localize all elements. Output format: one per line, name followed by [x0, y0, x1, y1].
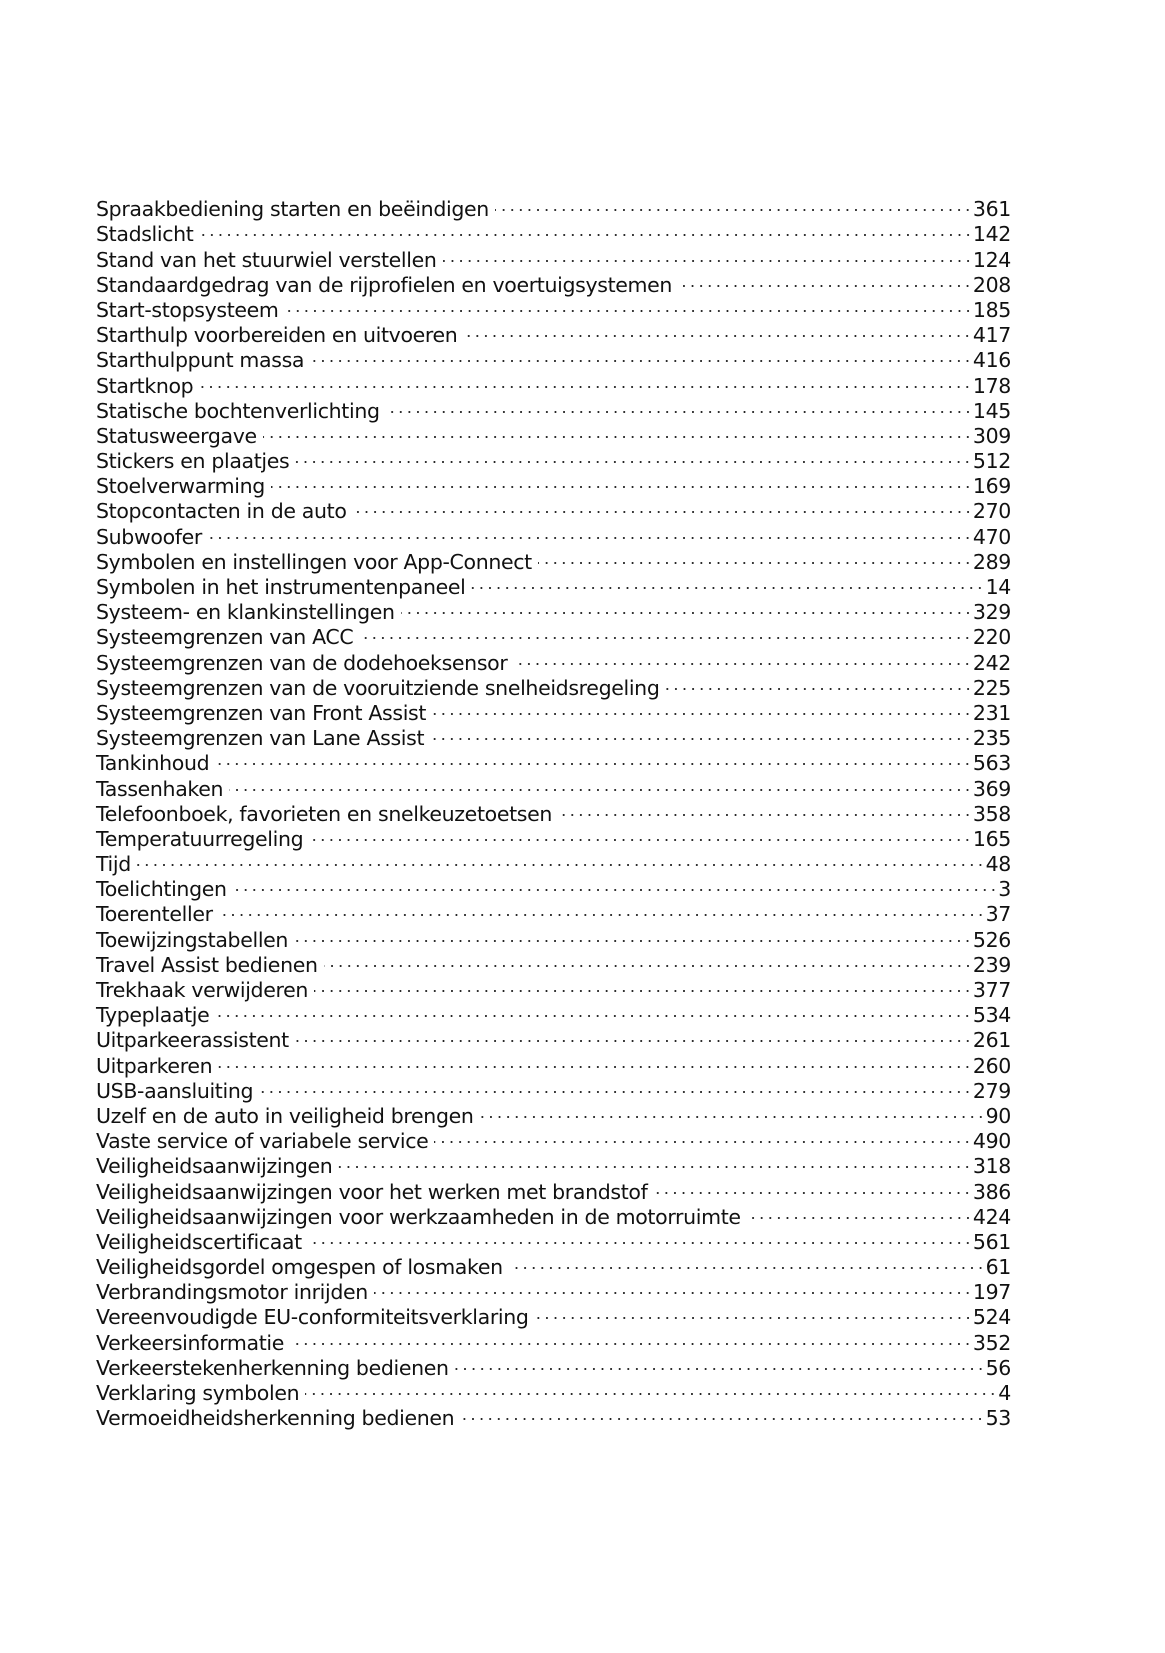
- index-term: Starthulppunt massa: [96, 348, 305, 373]
- dot-leader: [678, 267, 972, 292]
- dot-leader: [137, 846, 985, 871]
- index-page-number: 563: [972, 751, 1011, 776]
- dot-leader: [305, 1375, 997, 1400]
- index-page-number: 417: [972, 323, 1011, 348]
- index-page-number: 361: [972, 197, 1011, 222]
- index-term: Stickers en plaatjes: [96, 449, 290, 474]
- index-page-number: 309: [972, 423, 1011, 448]
- index-entry[interactable]: [96, 367, 1011, 398]
- index-page-number: 377: [972, 978, 1011, 1002]
- index-term: Stoelverwarming: [96, 474, 265, 499]
- index-term: Vermoeidheidsherkenning bedienen: [96, 1406, 455, 1431]
- index-term: USB-aansluiting: [96, 1078, 254, 1103]
- index-entry[interactable]: [96, 896, 1011, 927]
- index-term: Uitparkeerassistent: [96, 1028, 289, 1053]
- index-entry[interactable]: [96, 745, 1011, 776]
- index-term: Uitparkeren: [96, 1053, 213, 1078]
- dot-leader: [308, 1224, 972, 1249]
- index-term: Systeemgrenzen van Front Assist: [96, 700, 427, 725]
- index-entry[interactable]: [96, 191, 1011, 222]
- index-entry[interactable]: [96, 216, 1011, 247]
- dot-leader: [434, 1123, 971, 1148]
- dot-leader: [309, 821, 972, 846]
- index-term: Toewijzingstabellen: [96, 927, 289, 952]
- index-entry[interactable]: [96, 921, 1011, 952]
- index-term: Trekhaak verwijderen: [96, 978, 309, 1002]
- dot-leader: [219, 896, 985, 921]
- dot-leader: [455, 1350, 985, 1375]
- index-term: Temperatuurregeling: [96, 826, 304, 851]
- index-page-number: 352: [972, 1330, 1011, 1355]
- index-term: Veiligheidsaanwijzingen voor het werken met brandstof: [96, 1179, 648, 1204]
- index-entry[interactable]: [96, 241, 1011, 272]
- dot-leader: [294, 921, 972, 946]
- dot-leader: [295, 1022, 972, 1047]
- dot-leader: [535, 1299, 972, 1324]
- index-entry[interactable]: [96, 544, 1011, 574]
- index-term: Statische bochtenverlichting: [96, 398, 380, 423]
- index-term: Verbrandingsmotor inrijden: [96, 1280, 368, 1305]
- dot-leader: [538, 544, 972, 569]
- index-term: Symbolen in het instrumentenpaneel: [96, 575, 466, 599]
- dot-leader: [295, 443, 972, 468]
- dot-leader: [471, 569, 984, 594]
- index-page-number: 142: [972, 222, 1011, 247]
- index-page-number: 169: [972, 474, 1011, 499]
- dot-leader: [460, 1400, 984, 1425]
- index-page-number: 329: [972, 600, 1011, 625]
- index-page-number: 512: [972, 449, 1011, 474]
- index-entry[interactable]: [96, 770, 1011, 801]
- dot-leader: [199, 367, 972, 392]
- dot-leader: [218, 1047, 972, 1072]
- index-term: Veiligheidsaanwijzingen: [96, 1154, 333, 1179]
- index-term: Verkeerstekenherkenning bedienen: [96, 1355, 449, 1380]
- index-page-number: 369: [972, 776, 1011, 801]
- index-entry[interactable]: [96, 393, 1011, 423]
- index-list: [96, 191, 1011, 1431]
- index-page-number: 208: [972, 272, 1011, 297]
- dot-leader: [513, 644, 971, 669]
- index-term: Tassenhaken: [96, 776, 224, 801]
- index-term: Toelichtingen: [96, 877, 227, 902]
- index-page-number: 416: [972, 348, 1011, 373]
- dot-leader: [290, 1324, 972, 1349]
- index-entry[interactable]: [96, 846, 1011, 877]
- dot-leader: [386, 393, 972, 418]
- index-entry[interactable]: [96, 1022, 1011, 1053]
- dot-leader: [314, 972, 972, 997]
- index-term: Telefoonboek, favorieten en snelkeuzetoetsen: [96, 801, 553, 826]
- dot-leader: [200, 216, 972, 241]
- index-page-number: 279: [972, 1078, 1011, 1103]
- dot-leader: [558, 796, 972, 821]
- dot-leader: [653, 1173, 971, 1198]
- dot-leader: [338, 1148, 971, 1173]
- index-page-number: 37: [985, 902, 1011, 927]
- index-term: Stadslicht: [96, 222, 194, 247]
- index-page-number: 242: [972, 650, 1011, 675]
- index-term: Systeemgrenzen van de dodehoeksensor: [96, 650, 508, 675]
- index-entry[interactable]: [96, 871, 1011, 902]
- index-term: Veiligheidscertificaat: [96, 1229, 302, 1254]
- index-page-number: 90: [985, 1103, 1011, 1128]
- index-term: Travel Assist bedienen: [96, 952, 318, 977]
- index-page-number: 318: [972, 1154, 1011, 1179]
- index-entry[interactable]: [96, 997, 1011, 1028]
- index-page-number: 197: [972, 1280, 1011, 1305]
- dot-leader: [359, 619, 972, 644]
- index-term: Starthulp voorbereiden en uitvoeren: [96, 323, 458, 348]
- dot-leader: [401, 594, 972, 619]
- index-term: Systeemgrenzen van de vooruitziende snelheidsregeling: [96, 675, 660, 700]
- index-term: Startknop: [96, 373, 194, 398]
- dot-leader: [233, 871, 998, 896]
- dot-leader: [495, 191, 972, 216]
- index-term: Veiligheidsgordel omgespen of losmaken: [96, 1255, 503, 1280]
- index-term: Uzelf en de auto in veiligheid brengen: [96, 1103, 474, 1128]
- index-entry[interactable]: [96, 518, 1011, 549]
- index-page-number: 358: [972, 801, 1011, 826]
- index-term: Toerenteller: [96, 902, 213, 927]
- index-page-number: 225: [972, 675, 1011, 700]
- index-term: Stand van het stuurwiel verstellen: [96, 247, 437, 272]
- dot-leader: [324, 947, 972, 972]
- dot-leader: [509, 1249, 985, 1274]
- dot-leader: [259, 1073, 972, 1098]
- index-page-number: 235: [972, 726, 1011, 751]
- index-page-number: 178: [972, 373, 1011, 398]
- index-term: Verkeersinformatie: [96, 1330, 285, 1355]
- index-term: Standaardgedrag van de rijprofielen en voertuigsystemen: [96, 272, 673, 297]
- index-page-number: 470: [972, 524, 1011, 549]
- dot-leader: [443, 241, 972, 266]
- index-page-number: 490: [972, 1129, 1011, 1154]
- dot-leader: [229, 770, 972, 795]
- dot-leader: [215, 745, 972, 770]
- index-page-number: 261: [972, 1028, 1011, 1053]
- index-page-number: 231: [972, 700, 1011, 725]
- index-page-number: 14: [985, 575, 1011, 599]
- index-entry[interactable]: [96, 796, 1011, 826]
- index-term: Systeemgrenzen van ACC: [96, 625, 354, 650]
- dot-leader: [208, 518, 972, 543]
- index-term: Subwoofer: [96, 524, 202, 549]
- index-term: Typeplaatje: [96, 1003, 210, 1028]
- index-term: Verklaring symbolen: [96, 1381, 300, 1405]
- index-page-number: 424: [972, 1204, 1011, 1229]
- index-term: Systeemgrenzen van Lane Assist: [96, 726, 425, 751]
- index-term: Tijd: [96, 852, 131, 877]
- dot-leader: [747, 1199, 972, 1224]
- index-page-number: 524: [972, 1305, 1011, 1330]
- dot-leader: [263, 418, 972, 443]
- index-entry[interactable]: [96, 1073, 1011, 1103]
- dot-leader: [666, 670, 972, 695]
- index-term: Vereenvoudigde EU-conformiteitsverklaring: [96, 1305, 529, 1330]
- dot-leader: [430, 720, 972, 745]
- index-page-number: 386: [972, 1179, 1011, 1204]
- dot-leader: [285, 292, 972, 317]
- index-page-number: 185: [972, 297, 1011, 322]
- index-term: Tankinhoud: [96, 751, 210, 776]
- index-page-number: 289: [972, 549, 1011, 574]
- index-page-number: 270: [972, 499, 1011, 524]
- index-term: Veiligheidsaanwijzingen voor werkzaamheden in de motorruimte: [96, 1204, 741, 1229]
- index-page-number: 561: [972, 1229, 1011, 1254]
- index-page-number: 534: [972, 1003, 1011, 1028]
- index-entry[interactable]: [96, 1047, 1011, 1078]
- index-term: Vaste service of variabele service: [96, 1129, 429, 1154]
- index-page-number: 220: [972, 625, 1011, 650]
- index-page-number: 165: [972, 826, 1011, 851]
- dot-leader: [463, 317, 971, 342]
- index-page-number: 61: [985, 1255, 1011, 1280]
- dot-leader: [480, 1098, 985, 1123]
- index-term: Spraakbediening starten en beëindigen: [96, 197, 489, 222]
- index-term: Systeem- en klankinstellingen: [96, 600, 395, 625]
- index-page-number: 239: [972, 952, 1011, 977]
- dot-leader: [271, 468, 972, 493]
- dot-leader: [432, 695, 972, 720]
- dot-leader: [215, 997, 971, 1022]
- index-page-number: 260: [972, 1053, 1011, 1078]
- index-page-number: 56: [985, 1355, 1011, 1380]
- index-page-number: 4: [998, 1381, 1011, 1405]
- index-page-number: 48: [985, 852, 1011, 877]
- index-term: Statusweergave: [96, 423, 257, 448]
- dot-leader: [310, 342, 972, 367]
- index-page-number: 526: [972, 927, 1011, 952]
- index-term: Stopcontacten in de auto: [96, 499, 347, 524]
- index-page-number: 145: [972, 398, 1011, 423]
- dot-leader: [353, 493, 972, 518]
- dot-leader: [374, 1274, 972, 1299]
- index-term: Symbolen en instellingen voor App-Connect: [96, 549, 532, 574]
- index-page-number: 53: [985, 1406, 1011, 1431]
- index-page-number: 3: [998, 877, 1011, 902]
- index-page-number: 124: [972, 247, 1011, 272]
- index-term: Start-stopsysteem: [96, 297, 279, 322]
